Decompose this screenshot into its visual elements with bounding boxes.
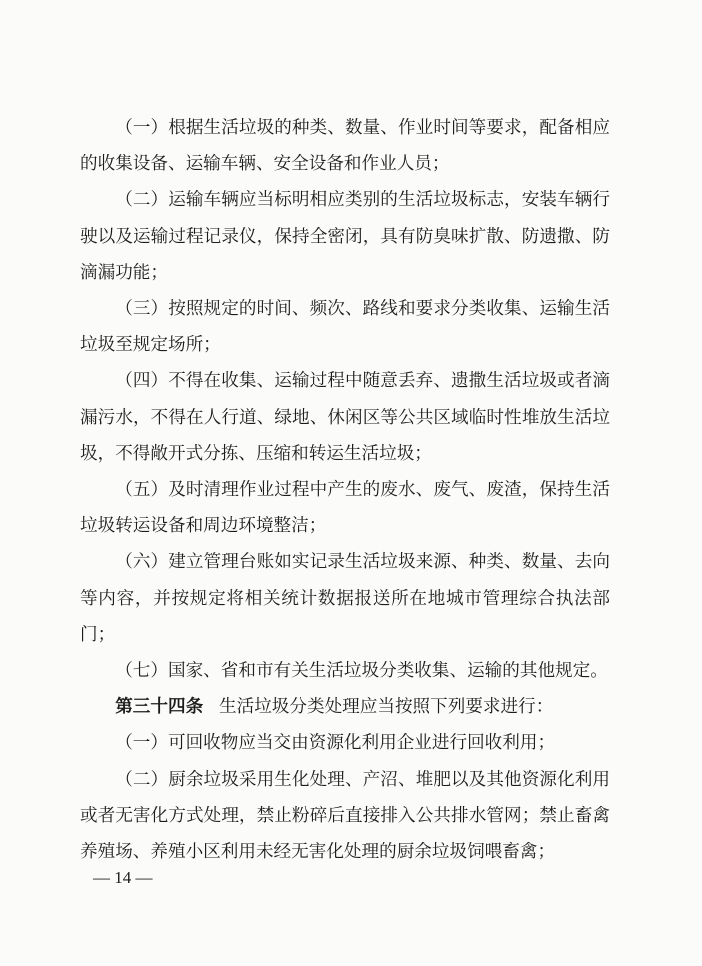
article-text: 生活垃圾分类处理应当按照下列要求进行： bbox=[219, 697, 554, 718]
article-item-2: （二）厨余垃圾采用生化处理、产沼、堆肥以及其他资源化利用或者无害化方式处理，禁止粉碎后直接排入公共排水管网；禁止畜禽养殖场、养殖小区利用未经无害化处理的厨余垃圾饲喂畜禽； bbox=[80, 769, 610, 863]
paragraph-item-1: （一）根据生活垃圾的种类、数量、作业时间等要求，配备相应的收集设备、运输车辆、安全设备和作业人员； bbox=[80, 118, 610, 175]
paragraph-item-4: （四）不得在收集、运输过程中随意丢弃、遗撒生活垃圾或者滴漏污水，不得在人行道、绿地、休闲区等公共区域临时性堆放生活垃圾，不得敞开式分拣、压缩和转运生活垃圾； bbox=[80, 371, 610, 464]
paragraph-item-6: （六）建立管理台账如实记录生活垃圾来源、种类、数量、去向等内容，并按规定将相关统计数据报送所在地城市管理综合执法部门； bbox=[80, 552, 610, 645]
page-number: — 14 — bbox=[93, 868, 153, 887]
paragraph-item-2: （二）运输车辆应当标明相应类别的生活垃圾标志，安装车辆行驶以及运输过程记录仪，保持全密闭，具有防臭味扩散、防遗撒、防滴漏功能； bbox=[80, 190, 610, 283]
paragraph-item-3: （三）按照规定的时间、频次、路线和要求分类收集、运输生活垃圾至规定场所； bbox=[80, 299, 610, 356]
paragraph-item-7: （七）国家、省和市有关生活垃圾分类收集、运输的其他规定。 bbox=[115, 661, 608, 682]
article-item-1: （一）可回收物应当交由资源化利用企业进行回收利用； bbox=[115, 733, 556, 754]
article-heading-paragraph bbox=[80, 689, 610, 725]
document-body bbox=[80, 110, 610, 870]
paragraph-item-5: （五）及时清理作业过程中产生的废水、废气、废渣，保持生活垃圾转运设备和周边环境整洁； bbox=[80, 480, 610, 537]
article-number: 第三十四条 bbox=[115, 697, 204, 718]
